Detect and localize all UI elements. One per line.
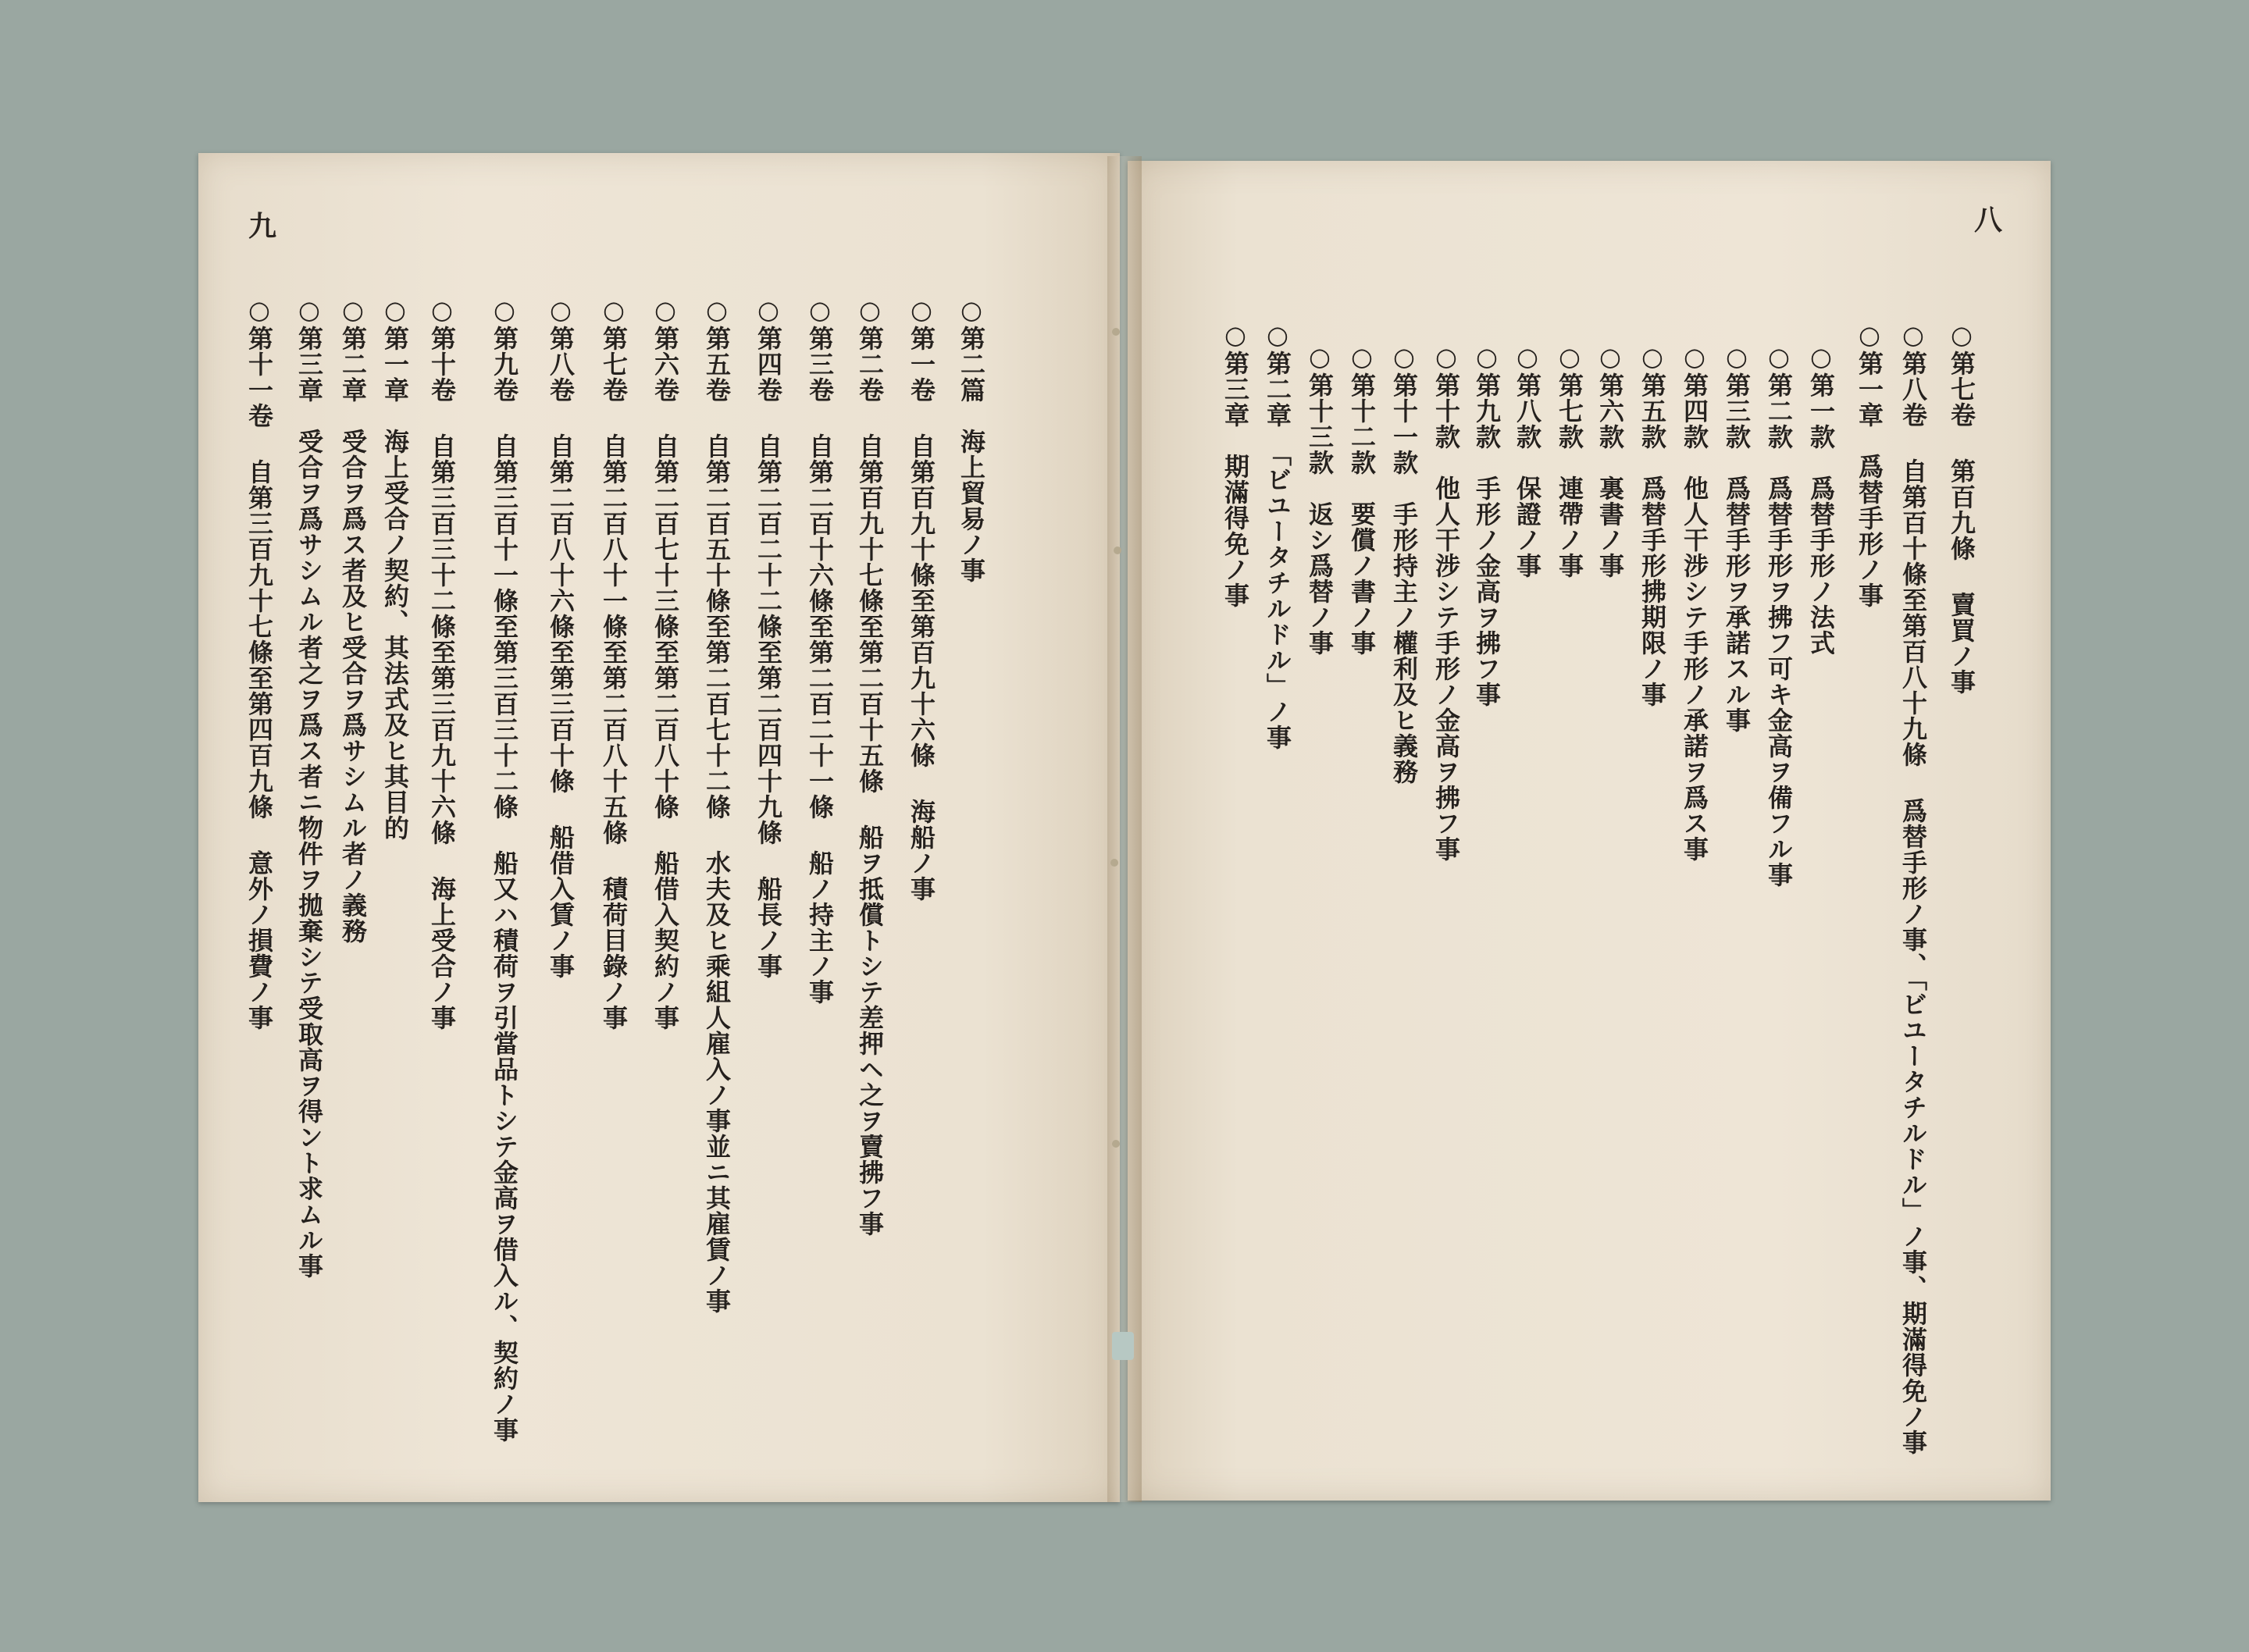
book-spine	[1107, 156, 1142, 1502]
right-column-1: ○第七卷 第百九條 賣買ノ事	[1947, 320, 1976, 695]
right-column-17: ○第二章 「ビユータチルドル」ノ事	[1263, 320, 1292, 750]
right-column-10: ○第七款 連帶ノ事	[1555, 342, 1584, 579]
left-column-10: ○第九卷 自第三百十一條至第三百三十二條 船又ハ積荷ヲ引當品トシテ金高ヲ借入ル、契約ノ事	[490, 295, 519, 1443]
right-column-14: ○第十一款 手形持主ノ權利及ヒ義務	[1389, 342, 1419, 785]
right-column-7: ○第四款 他人干涉シテ手形ノ承諾ヲ爲ス事	[1680, 342, 1709, 862]
left-column-4: ○第三卷 自第二百十六條至第二百二十一條 船ノ持主ノ事	[805, 295, 835, 1005]
left-column-11: ○第十卷 自第三百三十二條至第三百九十六條 海上受合ノ事	[427, 295, 457, 1031]
left-column-1: ○第二篇 海上貿易ノ事	[957, 295, 986, 583]
right-column-18: ○第三章 期滿得免ノ事	[1221, 320, 1250, 608]
right-column-5: ○第二款 爲替手形ヲ拂フ可キ金高ヲ備フル事	[1764, 342, 1794, 888]
right-column-13: ○第十款 他人干涉シテ手形ノ金高ヲ拂フ事	[1431, 342, 1461, 862]
left-column-12: ○第一章 海上受合ノ契約、其法式及ヒ其目的	[380, 295, 410, 841]
right-column-4: ○第一款 爲替手形ノ法式	[1806, 342, 1836, 656]
right-column-9: ○第六款 裏書ノ事	[1595, 342, 1625, 579]
left-column-9: ○第八卷 自第二百八十六條至第三百十條 船借入賃ノ事	[546, 295, 576, 979]
right-column-6: ○第三款 爲替手形ヲ承諾スル事	[1722, 342, 1752, 733]
left-column-2: ○第一卷 自第百九十條至第百九十六條 海船ノ事	[907, 295, 936, 902]
stitch-hole	[1114, 547, 1121, 554]
right-column-3: ○第一章 爲替手形ノ事	[1855, 320, 1884, 608]
left-column-14: ○第三章 受合ヲ爲サシムル者之ヲ爲ス者ニ物件ヲ拋棄シテ受取高ヲ得ント求ムル事	[294, 295, 324, 1279]
binding-tape	[1112, 1332, 1134, 1360]
left-column-13: ○第二章 受合ヲ爲ス者及ヒ受合ヲ爲サシムル者ノ義務	[338, 295, 368, 944]
stitch-hole	[1112, 1140, 1120, 1148]
stitch-hole	[1112, 328, 1120, 336]
right-column-12: ○第九款 手形ノ金高ヲ拂フ事	[1472, 342, 1502, 707]
right-column-15: ○第十二款 要償ノ書ノ事	[1347, 342, 1377, 656]
left-column-6: ○第五卷 自第二百五十條至第二百七十二條 水夫及ヒ乘組人雇入ノ事並ニ其雇賃ノ事	[702, 295, 732, 1314]
left-column-7: ○第六卷 自第二百七十三條至第二百八十條 船借入契約ノ事	[650, 295, 680, 1031]
left-column-3: ○第二卷 自第百九十七條至第二百十五條 船ヲ抵償トシテ差押ヘ之ヲ賣拂フ事	[855, 295, 885, 1237]
left-column-15: ○第十一卷 自第三百九十七條至第四百九條 意外ノ損費ノ事	[244, 295, 274, 1031]
left-column-5: ○第四卷 自第二百二十二條至第二百四十九條 船長ノ事	[754, 295, 783, 979]
right-column-8: ○第五款 爲替手形拂期限ノ事	[1638, 342, 1667, 707]
right-page-folio: 八	[1974, 204, 2003, 237]
right-column-2: ○第八卷 自第百十條至第百八十九條 爲替手形ノ事、「ビユータチルドル」ノ事、期滿得免ノ事	[1898, 320, 1928, 1455]
right-column-16: ○第十三款 返シ爲替ノ事	[1305, 342, 1335, 656]
right-column-11: ○第八款 保證ノ事	[1513, 342, 1542, 579]
stitch-hole	[1110, 859, 1118, 867]
left-column-8: ○第七卷 自第二百八十一條至第二百八十五條 積荷目錄ノ事	[599, 295, 629, 1031]
left-page-folio: 九	[248, 210, 277, 243]
